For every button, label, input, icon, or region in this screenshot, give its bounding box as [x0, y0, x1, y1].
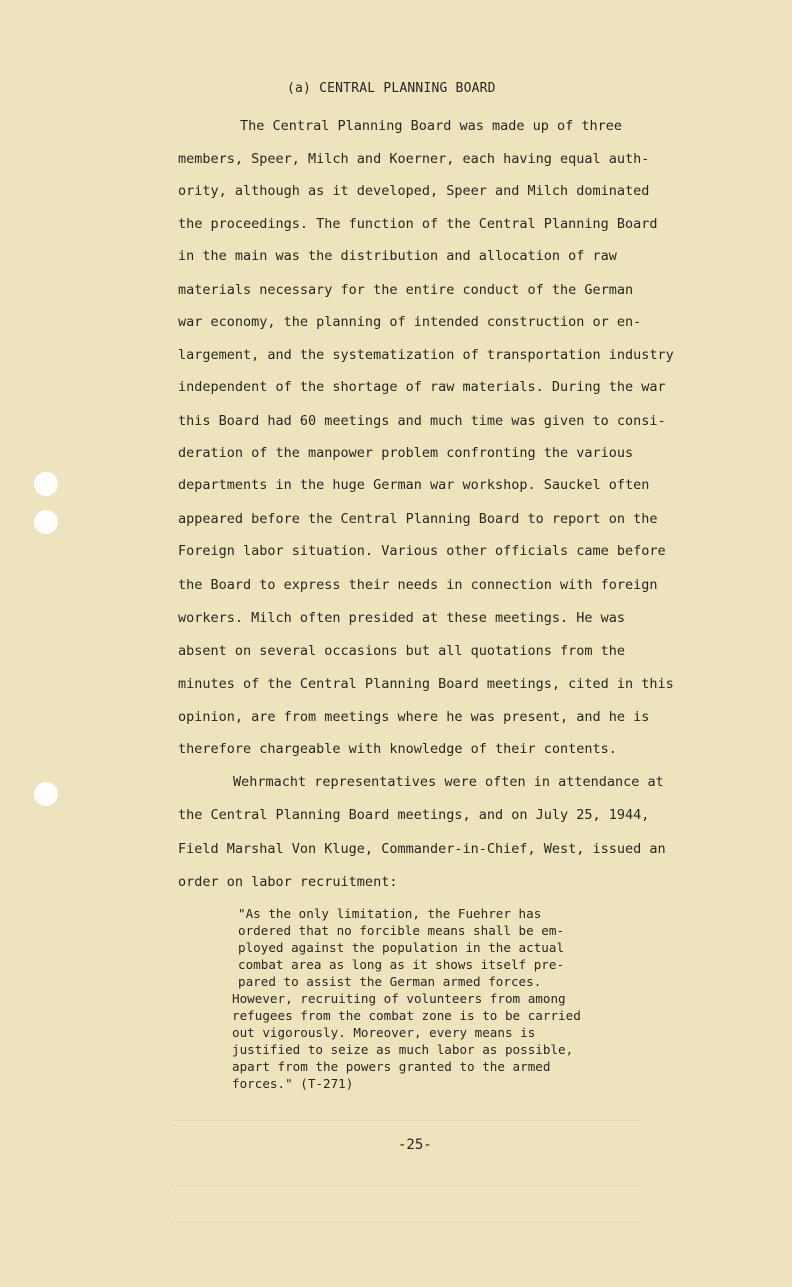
text-line: this Board had 60 meetings and much time was given to consi-	[178, 413, 666, 429]
text-line: appeared before the Central Planning Board to report on the	[178, 511, 658, 527]
punch-hole	[34, 510, 58, 534]
text-line: the Central Planning Board meetings, and on July 25, 1944,	[178, 807, 650, 823]
quote-line: combat area as long as it shows itself pre-	[238, 957, 565, 972]
quote-line: pared to assist the German armed forces.	[238, 974, 542, 989]
text-line: war economy, the planning of intended construction or en-	[178, 314, 642, 330]
bleed-through-mark	[170, 1120, 640, 1121]
quote-line: refugees from the combat zone is to be carried	[232, 1008, 581, 1023]
quote-line: out vigorously. Moreover, every means is	[232, 1025, 536, 1040]
text-line: materials necessary for the entire conduct of the German	[178, 282, 634, 298]
bleed-through-mark	[170, 1185, 640, 1186]
quote-line: ployed against the population in the actual	[238, 940, 565, 955]
quote-line: justified to seize as much labor as possible,	[232, 1042, 574, 1057]
text-line: the Board to express their needs in connection with foreign	[178, 577, 658, 593]
quote-line: forces." (T-271)	[232, 1076, 354, 1091]
bleed-through-mark	[170, 1222, 640, 1223]
text-line: departments in the huge German war workshop. Sauckel often	[178, 477, 650, 493]
text-line: order on labor recruitment:	[178, 874, 398, 890]
quote-line: "As the only limitation, the Fuehrer has	[238, 906, 542, 921]
text-line: largement, and the systematization of transportation industry	[178, 347, 674, 363]
text-line: the proceedings. The function of the Central Planning Board	[178, 216, 658, 232]
text-line: deration of the manpower problem confronting the various	[178, 445, 634, 461]
text-line: Field Marshal Von Kluge, Commander-in-Chief, West, issued an	[178, 841, 666, 857]
text-line: The Central Planning Board was made up of three	[240, 118, 623, 134]
quote-line: ordered that no forcible means shall be em-	[238, 923, 565, 938]
punch-hole	[34, 472, 58, 496]
text-line: independent of the shortage of raw materials. During the war	[178, 379, 666, 395]
text-line: minutes of the Central Planning Board meetings, cited in this	[178, 676, 674, 692]
text-line: therefore chargeable with knowledge of their contents.	[178, 741, 617, 757]
quote-line: apart from the powers granted to the armed	[232, 1059, 551, 1074]
page-number: -25-	[398, 1137, 432, 1153]
text-line: members, Speer, Milch and Koerner, each having equal auth-	[178, 151, 650, 167]
quote-line: However, recruiting of volunteers from among	[232, 991, 566, 1006]
text-line: Foreign labor situation. Various other officials came before	[178, 543, 666, 559]
text-line: opinion, are from meetings where he was present, and he is	[178, 709, 650, 725]
punch-hole	[34, 782, 58, 806]
text-line: absent on several occasions but all quotations from the	[178, 643, 626, 659]
text-line: in the main was the distribution and allocation of raw	[178, 248, 617, 264]
text-line: workers. Milch often presided at these meetings. He was	[178, 610, 626, 626]
text-line: ority, although as it developed, Speer and Milch dominated	[178, 183, 650, 199]
section-heading: (a) CENTRAL PLANNING BOARD	[287, 81, 496, 96]
text-line: Wehrmacht representatives were often in attendance at	[233, 774, 664, 790]
